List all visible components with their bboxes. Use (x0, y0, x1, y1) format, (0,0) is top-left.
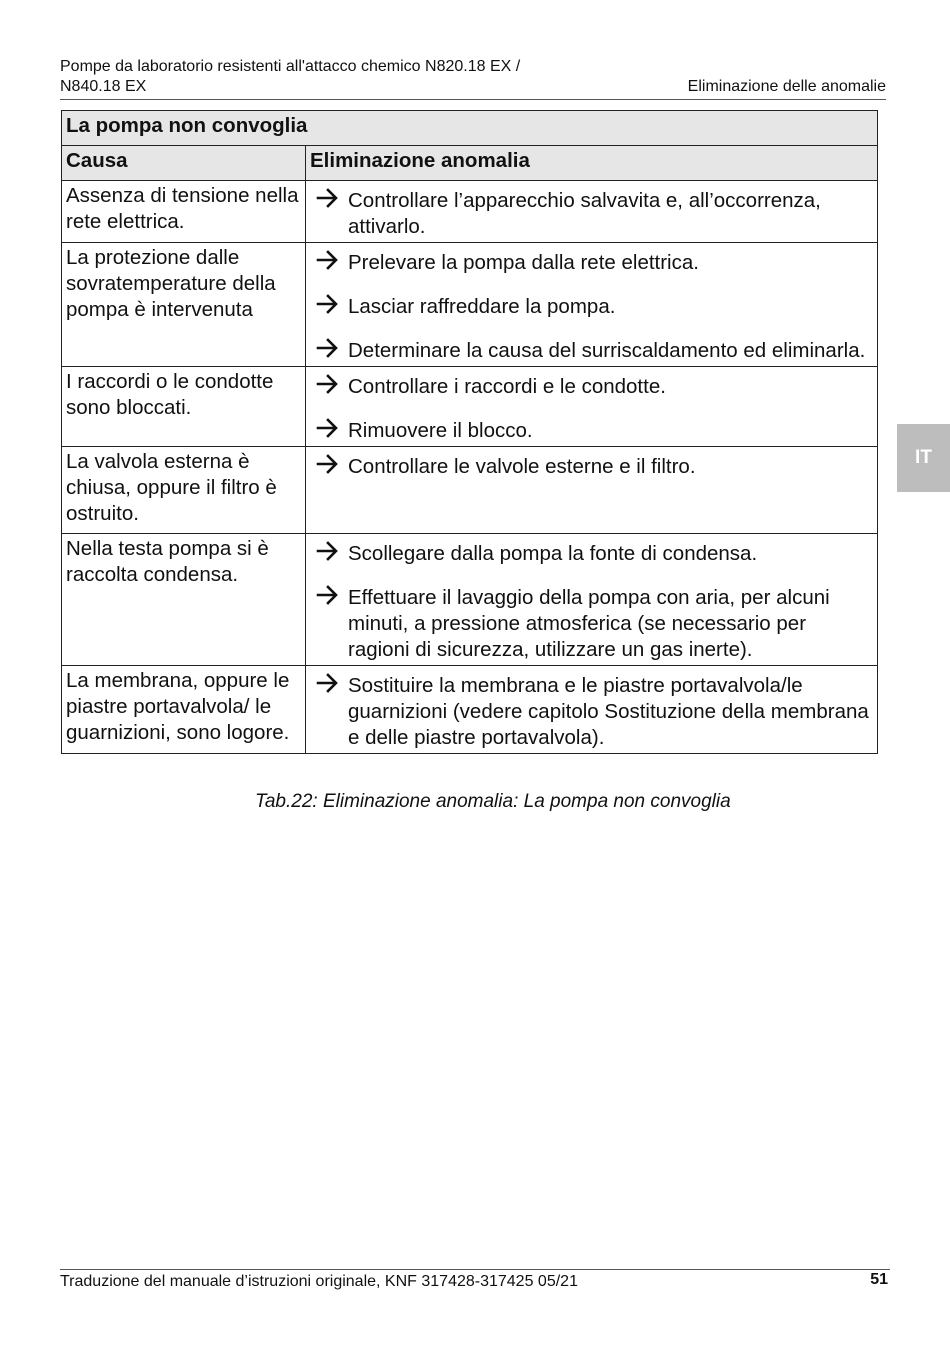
fix-cell (306, 367, 878, 447)
fix-step-text: Scollegare dalla pompa la fonte di condensa. (348, 542, 758, 565)
table-row (62, 181, 878, 243)
fix-step (316, 183, 871, 240)
table-row (62, 447, 878, 534)
fix-step-text: Rimuovere il blocco. (348, 419, 533, 442)
product-title-line-2: N840.18 EX (60, 78, 147, 95)
fix-cell (306, 447, 878, 534)
arrow-right-icon (316, 333, 348, 361)
fix-cell (306, 534, 878, 666)
table-row (62, 534, 878, 666)
table-caption: Tab.22: Eliminazione anomalia: La pompa non convoglia (255, 791, 731, 812)
fix-step (316, 289, 871, 320)
cause-cell: I raccordi o le condotte sono bloccati. (62, 367, 306, 447)
fix-step-text: Controllare le valvole esterne e il filtro. (348, 455, 696, 478)
language-tab: IT (897, 424, 950, 492)
cause-cell: Assenza di tensione nella rete elettrica. (62, 181, 306, 243)
cause-cell: La valvola esterna è chiusa, oppure il filtro è ostruito. (62, 447, 306, 534)
section-title: Eliminazione delle anomalie (687, 78, 886, 95)
arrow-right-icon (316, 580, 348, 608)
fix-step-text: Controllare i raccordi e le condotte. (348, 375, 666, 398)
table-title: La pompa non convoglia (62, 111, 878, 146)
table-row (62, 666, 878, 754)
fix-step-text: Controllare l’apparecchio salvavita e, all’occorrenza, attivarlo. (348, 189, 821, 238)
column-header-fix: Eliminazione anomalia (306, 146, 878, 181)
running-header (60, 57, 620, 97)
arrow-right-icon (316, 449, 348, 477)
table-row (62, 367, 878, 447)
cause-cell: La protezione dalle sovratemperature della pompa è intervenuta (62, 243, 306, 367)
table-row (62, 243, 878, 367)
product-title-line-1: Pompe da laboratorio resistenti all'attacco chemico N820.18 EX / (60, 58, 521, 75)
fix-cell (306, 243, 878, 367)
arrow-right-icon (316, 413, 348, 441)
table-body (62, 181, 878, 754)
page-number: 51 (870, 1271, 888, 1288)
arrow-right-icon (316, 668, 348, 696)
fix-step-text: Determinare la causa del surriscaldamento ed eliminarla. (348, 339, 866, 362)
fix-step (316, 245, 871, 276)
fix-step (316, 668, 871, 751)
fix-step-text: Sostituire la membrana e le piastre portavalvola/le guarnizioni (vedere capitolo Sostituzione della membrana e delle piastre portavalvola). (348, 674, 869, 749)
fix-step (316, 580, 871, 663)
footer-text: Traduzione del manuale d’istruzioni originale, KNF 317428-317425 05/21 (60, 1273, 578, 1290)
fix-step (316, 333, 871, 364)
fix-step (316, 413, 871, 444)
arrow-right-icon (316, 536, 348, 564)
fix-step-text: Effettuare il lavaggio della pompa con aria, per alcuni minuti, a pressione atmosferica (se necessario per ragioni di sicurezza, utilizzare un gas inerte). (348, 586, 830, 661)
fix-step (316, 449, 871, 480)
arrow-right-icon (316, 289, 348, 317)
arrow-right-icon (316, 183, 348, 211)
fix-step-text: Prelevare la pompa dalla rete elettrica. (348, 251, 699, 274)
fix-cell (306, 666, 878, 754)
fix-step (316, 536, 871, 567)
troubleshooting-table (61, 110, 878, 754)
footer-divider (60, 1269, 890, 1270)
header-divider (60, 99, 886, 100)
fix-step (316, 369, 871, 400)
arrow-right-icon (316, 245, 348, 273)
arrow-right-icon (316, 369, 348, 397)
column-header-cause: Causa (62, 146, 306, 181)
fix-step-text: Lasciar raffreddare la pompa. (348, 295, 616, 318)
cause-cell: Nella testa pompa si è raccolta condensa. (62, 534, 306, 666)
fix-cell (306, 181, 878, 243)
cause-cell: La membrana, oppure le piastre portavalvola/ le guarnizioni, sono logore. (62, 666, 306, 754)
